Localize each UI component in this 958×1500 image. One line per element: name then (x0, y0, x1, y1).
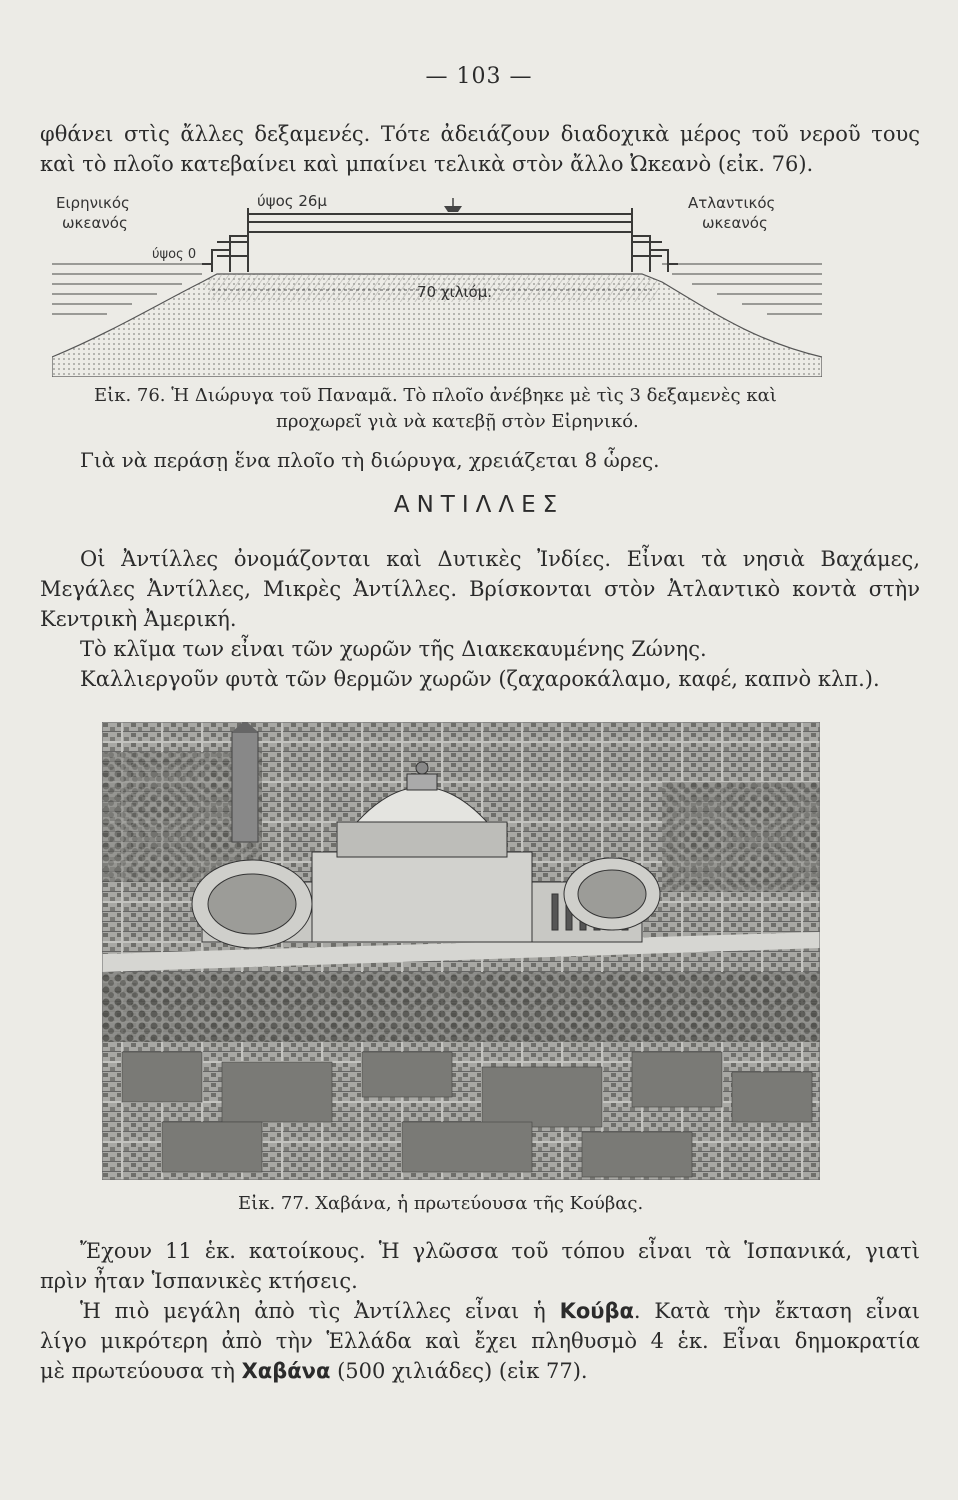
pacific-label-1: Ειρηνικός (56, 194, 130, 212)
cuba-name: Κούβα (559, 1299, 634, 1323)
cuba-line-3-pre: μὲ πρωτεύουσα τὴ (40, 1359, 242, 1383)
antilles-crops: Καλλιεργοῦν φυτὰ τῶν θερμῶν χωρῶν (ζαχαροκάλαμο, καφέ, καπνὸ κλπ.). (80, 667, 880, 691)
antilles-climate: Τὸ κλῖμα των εἶναι τῶν χωρῶν τῆς Διακεκαυμένης Ζώνης. (80, 637, 707, 661)
page-number: — 103 — (425, 64, 533, 89)
cuba-line-3-post: (500 χιλιάδες) (εἰκ 77). (330, 1359, 588, 1383)
height-26-label: ύψος 26μ (257, 192, 327, 210)
antilles-p1-line-1: Οἱ Ἀντίλλες ὀνομάζονται καὶ Δυτικὲς Ἰνδίες. Εἶναι τὰ νησιὰ Βαχάμες, (80, 547, 920, 571)
population-line-2: πρὶν ἦταν Ἱσπανικὲς κτήσεις. (40, 1269, 358, 1293)
antilles-p1-line-3: Κεντρικὴ Ἀμερική. (40, 607, 237, 631)
atlantic-label-1: Ατλαντικός (688, 194, 776, 212)
cuba-line-2: λίγο μικρότερη ἀπὸ τὴν Ἑλλάδα καὶ ἔχει πληθυσμὸ 4 ἑκ. Εἶναι δημοκρατία (40, 1329, 920, 1353)
pacific-label-2: ωκεανός (62, 214, 128, 232)
havana-name: Χαβάνα (241, 1359, 331, 1383)
havana-photo (102, 722, 820, 1180)
intro-line-1: φθάνει στὶς ἄλλες δεξαμενές. Τότε ἀδειάζουν διαδοχικὰ μέρος τοῦ νεροῦ τους (40, 122, 920, 146)
figure76-caption-line-1: Εἰκ. 76. Ἡ Διώρυγα τοῦ Παναμᾶ. Τὸ πλοῖο ἀνέβηκε μὲ τὶς 3 δεξαμενὲς καὶ (94, 385, 777, 406)
panama-canal-diagram (52, 192, 822, 377)
cuba-line-3 (40, 1357, 920, 1385)
cuba-line-1 (80, 1297, 920, 1325)
figure77-caption: Εἰκ. 77. Χαβάνα, ἡ πρωτεύουσα τῆς Κούβας. (238, 1193, 644, 1214)
intro-line-2: καὶ τὸ πλοῖο κατεβαίνει καὶ μπαίνει τελικὰ στὸν ἄλλο Ὠκεανὸ (εἰκ. 76). (40, 152, 814, 176)
distance-label: 70 χιλιόμ. (417, 283, 493, 301)
panama-crossing-time: Γιὰ νὰ περάσῃ ἕνα πλοῖο τὴ διώρυγα, χρειάζεται 8 ὧρες. (80, 448, 660, 472)
height-0-label: ύψος 0 (152, 247, 197, 262)
cuba-line-1-pre: Ἡ πιὸ μεγάλη ἀπὸ τὶς Ἀντίλλες εἶναι ἡ (80, 1299, 560, 1323)
section-heading: ΑΝΤΙΛΛΕΣ (393, 492, 565, 518)
figure76-caption-line-2: προχωρεῖ γιὰ νὰ κατεβῇ στὸν Εἰρηνικό. (276, 411, 639, 432)
population-line-1: Ἔχουν 11 ἑκ. κατοίκους. Ἡ γλῶσσα τοῦ τόπου εἶναι τὰ Ἱσπανικά, γιατὶ (80, 1239, 920, 1263)
antilles-p1-line-2: Μεγάλες Ἀντίλλες, Μικρὲς Ἀντίλλες. Βρίσκονται στὸν Ἀτλαντικὸ κοντὰ στὴν (40, 577, 920, 601)
atlantic-label-2: ωκεανός (702, 214, 768, 232)
cuba-line-1-post: . Κατὰ τὴν ἔκταση εἶναι (633, 1299, 920, 1323)
